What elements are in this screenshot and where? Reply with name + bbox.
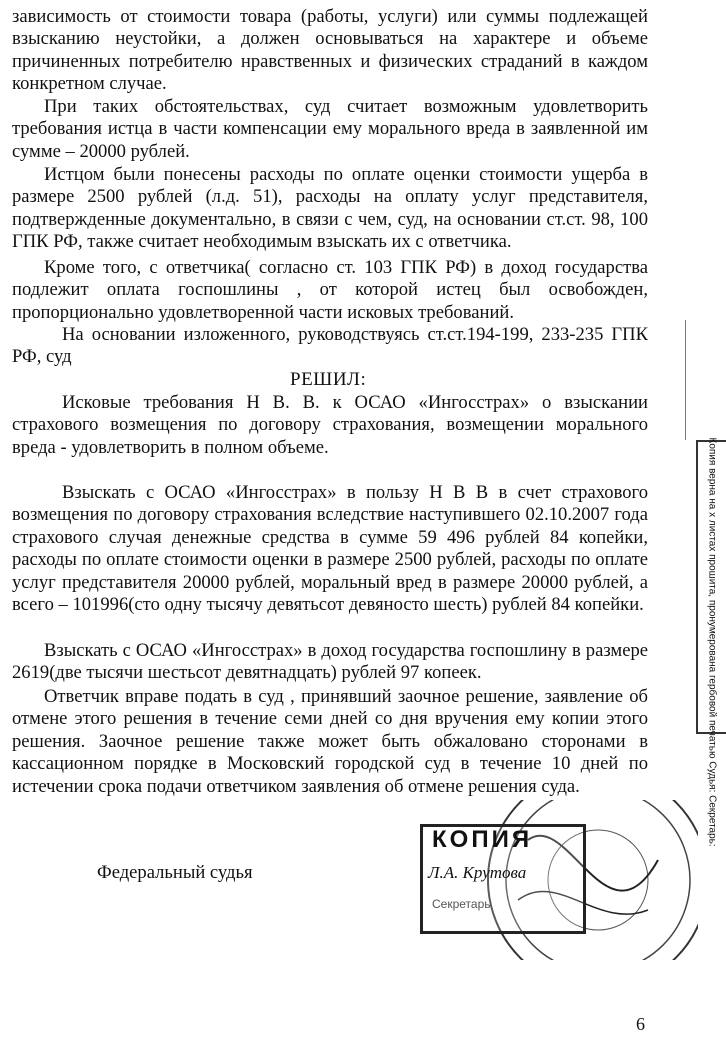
stamp-name: Л.А. Крутова — [428, 863, 527, 882]
decision-item-1: Исковые требования Н В. В. к ОСАО «Ингосстрах» о взыскании страхового возмещения по договору страхования, возмещении морального вреда - удовлетворить в полном объеме. — [12, 392, 648, 458]
margin-certification — [696, 437, 726, 847]
paragraph-3: Истцом были понесены расходы по оплате оценки стоимости ущерба в размере 2500 рублей (л.д. 51), расходы на оплату услуг представителя, подтвержденные документально, в связи с чем, суд, на основании ст.ст. 98, 100 ГПК РФ, также считает необходимым взыскать их с ответчика. — [12, 164, 648, 253]
signature-label: Федеральный судья — [97, 862, 253, 883]
decision-heading: РЕШИЛ: — [290, 369, 367, 390]
margin-line — [685, 320, 686, 440]
stamp-role: Секретарь — [432, 897, 491, 911]
margin-certification-text: Копия верна на х листах прошита, пронумерована гербовой печатью Судья: Секретарь: — [706, 437, 718, 847]
decision-item-4: Ответчик вправе подать в суд , принявший заочное решение, заявление об отмене этого решения в течение семи дней со дня вручения ему копии этого решения. Заочное решение также может быть обжаловано сторонами в кассационном порядке в Московский городской суд в течение 10 дней по истечении срока подачи ответчиком заявления об отмене решения суда. — [12, 686, 648, 797]
decision-item-3: Взыскать с ОСАО «Ингосстрах» в доход государства госпошлину в размере 2619(две тысячи шестьсот девятнадцать) рублей 97 копеек. — [12, 640, 648, 684]
paragraph-5: На основании изложенного, руководствуясь ст.ст.194-199, 233-235 ГПК РФ, суд — [12, 324, 648, 368]
decision-item-2: Взыскать с ОСАО «Ингосстрах» в пользу Н В В в счет страхового возмещения по договору страхования вследствие наступившего 02.10.2007 года страхового случая денежные средства в сумме 59 496 рублей 84 копейки, расходы по оплате стоимости оценки в размере 2500 рублей, расходы по оплате услуг представителя 20000 рублей, моральный вред в размере 20000 рублей, а всего – 101996(сто одну тысячу девятьсот девяносто шесть) рублей 84 копейки. — [12, 482, 648, 616]
stamp-title: КОПИЯ — [432, 826, 533, 853]
paragraph-4: Кроме того, с ответчика( согласно ст. 103 ГПК РФ) в доход государства подлежит оплата госпошлины , от которой истец был освобожден, пропорционально удовлетворенной части исковых требований. — [12, 257, 648, 323]
paragraph-2: При таких обстоятельствах, суд считает возможным удовлетворить требования истца в части компенсации ему морального вреда в заявленной им сумме – 20000 рублей. — [12, 96, 648, 162]
paragraph-1: зависимость от стоимости товара (работы, услуги) или суммы подлежащей взысканию неустойки, а должен основываться на характере и объеме причиненных потребителю нравственных и физических страданий в каждом конкретном случае. — [12, 6, 648, 95]
page-number: 6 — [636, 1014, 645, 1034]
